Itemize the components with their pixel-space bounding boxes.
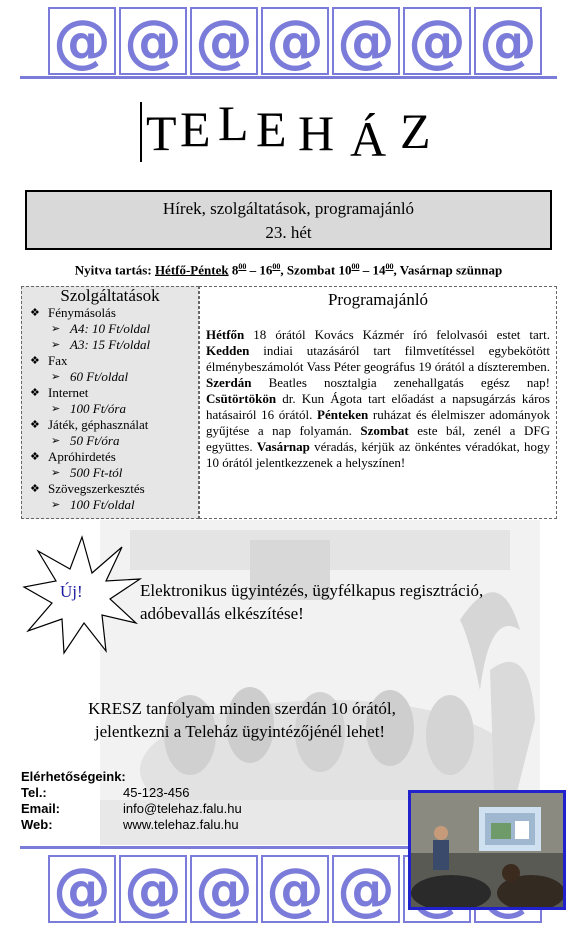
- service-price: [22, 337, 198, 353]
- contact-value: www.telehaz.falu.hu: [123, 817, 239, 832]
- service-item: [22, 449, 198, 465]
- hours-minutes: 00: [272, 262, 281, 271]
- program-description: dr. Kun Ágota tart előadást a napsugárzás káros hatásairól 16 órától.: [206, 391, 550, 422]
- arrow-bullet-icon: ➢: [51, 403, 61, 415]
- price-value: A3: 15 Ft/oldal: [70, 337, 151, 352]
- program-day: Vasárnap: [256, 439, 310, 454]
- top-at-decoration: [48, 7, 545, 75]
- service-name: Apróhirdetés: [48, 449, 116, 464]
- program-text: [206, 327, 550, 471]
- price-value: 100 Ft/oldal: [70, 497, 135, 512]
- service-price: [22, 401, 198, 417]
- program-box: [199, 286, 557, 519]
- at-sign-icon: @: [190, 855, 258, 923]
- program-day: Szerdán: [206, 375, 252, 390]
- service-item: [22, 417, 198, 433]
- kresz-notice: [0, 697, 470, 743]
- opening-hours: [0, 262, 577, 278]
- at-sign-icon: @: [332, 855, 400, 923]
- service-name: Játék, géphasználat: [48, 417, 149, 432]
- at-sign-icon: @: [48, 855, 116, 923]
- at-sign-icon: @: [119, 855, 187, 923]
- service-item: [22, 481, 198, 497]
- title-letter: T: [146, 105, 179, 161]
- services-title: Szolgáltatások: [60, 286, 160, 305]
- program-day: Hétfőn: [206, 327, 245, 342]
- hours-value: – 16: [249, 262, 273, 278]
- title-letter: Á: [350, 111, 389, 167]
- header-subtitle: Hírek, szolgáltatások, programajánló: [162, 199, 415, 218]
- service-price: [22, 433, 198, 449]
- promo-text: [140, 579, 483, 625]
- arrow-bullet-icon: ➢: [51, 371, 61, 383]
- promo-line: adóbevallás elkészítése!: [140, 604, 304, 623]
- diamond-bullet-icon: ❖: [30, 307, 40, 319]
- promo-line: Elektronikus ügyintézés, ügyfélkapus regisztráció,: [140, 581, 484, 600]
- hours-label: Nyitva tartás:: [74, 262, 152, 278]
- contact-value: 45-123-456: [123, 785, 190, 800]
- at-sign-icon: @: [261, 7, 329, 75]
- arrow-bullet-icon: ➢: [51, 467, 61, 479]
- price-value: 500 Ft-tól: [70, 465, 123, 480]
- hours-weekdays: Hétfő-Péntek: [154, 262, 229, 278]
- arrow-bullet-icon: ➢: [51, 339, 61, 351]
- classroom-photo: [408, 790, 566, 910]
- service-name: Internet: [48, 385, 89, 400]
- program-description: véradás, kérjük az önkéntes véradókat, hogy 10 órától jelentkezzenek a helyszínen!: [206, 439, 550, 470]
- service-price: [22, 497, 198, 513]
- at-sign-icon: @: [119, 7, 187, 75]
- classroom-photo-image: [411, 793, 563, 907]
- service-item: [22, 385, 198, 401]
- service-price: [22, 321, 198, 337]
- at-sign-icon: @: [48, 7, 116, 75]
- at-sign-icon: @: [474, 7, 542, 75]
- diamond-bullet-icon: ❖: [30, 419, 40, 431]
- services-box: [21, 286, 199, 519]
- new-badge: Új!: [60, 582, 83, 601]
- hours-minutes: 00: [351, 262, 360, 271]
- hours-value: , Vasárnap szünnap: [393, 262, 503, 278]
- contacts-title: Elérhetőségeink:: [21, 769, 126, 784]
- program-day: Kedden: [206, 343, 250, 358]
- header-box: [25, 190, 552, 250]
- contact-label: Tel.:: [21, 785, 47, 800]
- program-description: 18 órától Kovács Kázmér író felolvasói estet tart.: [244, 327, 550, 342]
- contact-label: Email:: [21, 801, 61, 816]
- page-title: [0, 95, 577, 168]
- title-letter: L: [218, 95, 251, 151]
- arrow-bullet-icon: ➢: [51, 499, 61, 511]
- contacts: [21, 769, 242, 833]
- title-letter: Z: [400, 103, 433, 159]
- program-day: Szombat: [360, 423, 409, 438]
- price-value: 100 Ft/óra: [70, 401, 126, 416]
- service-item: [22, 305, 198, 321]
- arrow-bullet-icon: ➢: [51, 435, 61, 447]
- contact-row: [21, 785, 242, 801]
- at-sign-icon: @: [332, 7, 400, 75]
- price-value: A4: 10 Ft/oldal: [70, 321, 151, 336]
- title-letter: E: [256, 101, 289, 157]
- service-price: [22, 369, 198, 385]
- service-name: Fénymásolás: [48, 305, 116, 320]
- program-description: Beatles nosztalgia zenehallgatás egész nap!: [251, 375, 550, 390]
- program-day: Csütörtökön: [206, 391, 277, 406]
- at-sign-icon: @: [261, 855, 329, 923]
- contact-label: Web:: [21, 817, 53, 832]
- at-sign-icon: @: [403, 7, 471, 75]
- contact-value: info@telehaz.falu.hu: [123, 801, 242, 816]
- service-name: Szövegszerkesztés: [48, 481, 145, 496]
- kresz-line: jelentkezni a Teleház ügyintézőjénél lehet!: [94, 722, 386, 741]
- hours-minutes: 00: [238, 262, 247, 271]
- service-price: [22, 465, 198, 481]
- diamond-bullet-icon: ❖: [30, 387, 40, 399]
- kresz-line: KRESZ tanfolyam minden szerdán 10 órától,: [88, 699, 396, 718]
- diamond-bullet-icon: ❖: [30, 483, 40, 495]
- program-description: ruházat és élelmiszer adományok gyűjtése a nap folyamán.: [206, 407, 550, 438]
- program-title: Programajánló: [327, 290, 429, 309]
- title-letter: H: [298, 105, 337, 161]
- service-item: [22, 353, 198, 369]
- contact-row: [21, 801, 242, 817]
- header-week: 23. hét: [265, 223, 312, 242]
- hours-minutes: 00: [385, 262, 394, 271]
- hours-value: 8: [231, 262, 239, 278]
- diamond-bullet-icon: ❖: [30, 451, 40, 463]
- title-letter: E: [180, 101, 213, 157]
- hours-value: – 14: [362, 262, 386, 278]
- contact-row: [21, 817, 242, 833]
- service-name: Fax: [48, 353, 68, 368]
- price-value: 50 Ft/óra: [70, 433, 120, 448]
- diamond-bullet-icon: ❖: [30, 355, 40, 367]
- program-day: Pénteken: [317, 407, 369, 422]
- price-value: 60 Ft/oldal: [70, 369, 129, 384]
- program-description: este bál, zenél a DFG együttes.: [206, 423, 550, 454]
- title-bar: [140, 102, 142, 162]
- services-list: [22, 305, 198, 513]
- program-description: indiai utazásáról tart filmvetítéssel egybekötött élménybeszámolót Vass Péter geográfus 19 órától a díszteremben.: [206, 343, 550, 374]
- hours-value: , Szombat 10: [280, 262, 352, 278]
- top-divider: [20, 76, 557, 79]
- arrow-bullet-icon: ➢: [51, 323, 61, 335]
- at-sign-icon: @: [190, 7, 258, 75]
